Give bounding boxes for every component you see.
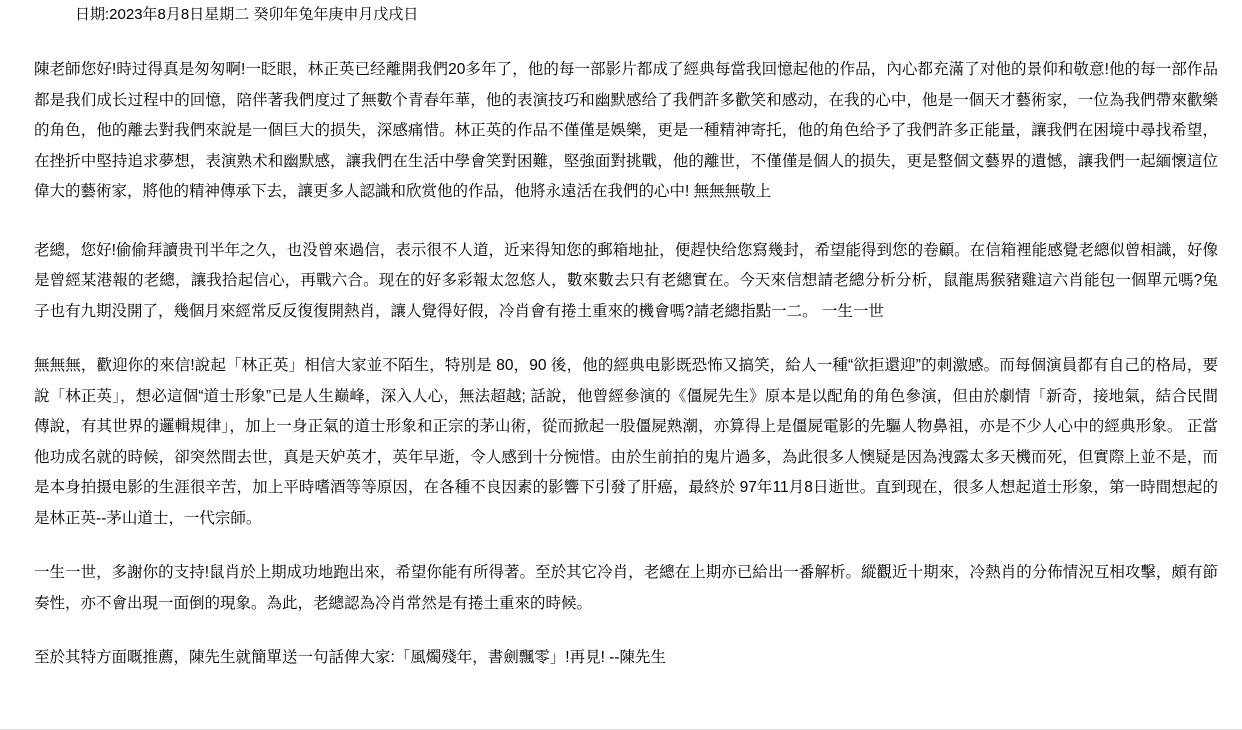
spacer bbox=[34, 534, 1218, 558]
paragraph: 一生一世，多謝你的支持!鼠肖於上期成功地跑出來，希望你能有所得著。至於其它冷肖，老總在上期亦已給出一番解析。縱觀近十期來，冷熱肖的分佈情況互相攻擊，頗有節奏性，亦不會出現一面倒的現象。為此，老總認為冷肖常然是有捲土重來的時候。 bbox=[34, 564, 1218, 612]
spacer bbox=[34, 619, 1218, 643]
paragraph: 無無無，歡迎你的來信!說起「林正英」相信大家並不陌生，特別是 80，90 後，他的經典电影既恐怖又搞笑，給人一種“欲拒還迎”的刺激感。而每個演員都有自己的格局，要說「林正英」，想必這個“道士形象”已是人生巅峰，深入人心，無法超越; 話說，他曾經參演的《僵屍先生》原本是以配角的角色參演，但由於劇情「新奇，接地氣，結合民間傳說，有其世界的邏輯規律」，加上一身正氣的道士形象和正宗的茅山術，從而掀起一股僵屍熟潮，亦算得上是僵屍電影的先驅人物鼻祖，亦是不少人心中的經典形象。 正當他功成名就的時候，卻突然間去世，真是天妒英才，英年早逝，令人感到十分惋惜。由於生前拍的鬼片過多，為此很多人懊疑是因為洩露太多天機而死，但實際上並不是，而是本身拍摄电影的生涯很辛苦，加上平時嗜酒等等原因，在各種不良因素的影響下引發了肝癌，最終於 97年11月8日逝世。直到现在，很多人想起道士形象，第一時間想起的是林正英--茅山道士，一代宗師。 bbox=[34, 357, 1218, 527]
paragraph: 至於其特方面嘅推薦，陳先生就簡單送一句話俾大家:「風燭殘年，書劍飄零」!再見! --陳先生 bbox=[34, 649, 667, 666]
date-line: 日期:2023年8月8日星期二 癸卯年兔年庚申月戊戌日 bbox=[75, 6, 419, 23]
spacer bbox=[34, 327, 1218, 351]
paragraph: 老總，您好!偷偷拜讀贵刊半年之久，也没曾來過信，表示很不人道，近来得知您的郵箱地扯，便趕快给您寫幾封，希望能得到您的卷顧。在信箱裡能感覺老總似曾相識，好像是曾經某港報的老總，讓我拾起信心，再戰六合。现在的好多彩報太忽悠人，數來數去只有老總實在。今天來信想請老總分析分析，鼠龍馬猴豬雞這六肖能包一個單元嗎?兔子也有九期没開了，幾個月來經常反反復復開熱肖，讓人覺得好假，冷肖會有捲土重來的機會嗎?請老總指點一二。 一生一世 bbox=[34, 241, 1218, 320]
paragraph: 陳老師您好!時过得真是匆匆啊!一眨眼，林正英已经離開我們20多年了，他的每一部影片都成了經典每當我回憶起他的作品，內心都充滿了对他的景仰和敬意!他的每一部作品都是我们成长过程中的回憶，陪伴著我們度过了無數个青春年華，他的表演技巧和幽默感给了我們許多歡笑和感动，在我的心中，他是一個天才藝術家，一位為我們帶來歡樂的角色，他的離去對我們來說是一個巨大的损失，深感痛惜。林正英的作品不僅僅是娛樂，更是一種精神寄托，他的角色给予了我們許多正能量，讓我們在困境中尋找希望，在挫折中堅持追求夢想，表演熟术和幽默感，讓我們在生活中學會笑對困難，堅強面對挑戰，他的離世，不僅僅是個人的损失，更是整個文藝界的遺憾，讓我們一起緬懷這位偉大的藝術家，將他的精神傳承下去，讓更多人認識和欣赏他的作品，他將永遠活在我們的心中! 無無無敬上 bbox=[34, 61, 1218, 200]
document-body bbox=[0, 55, 1242, 674]
spacer bbox=[0, 26, 1242, 55]
spacer bbox=[34, 208, 1218, 236]
